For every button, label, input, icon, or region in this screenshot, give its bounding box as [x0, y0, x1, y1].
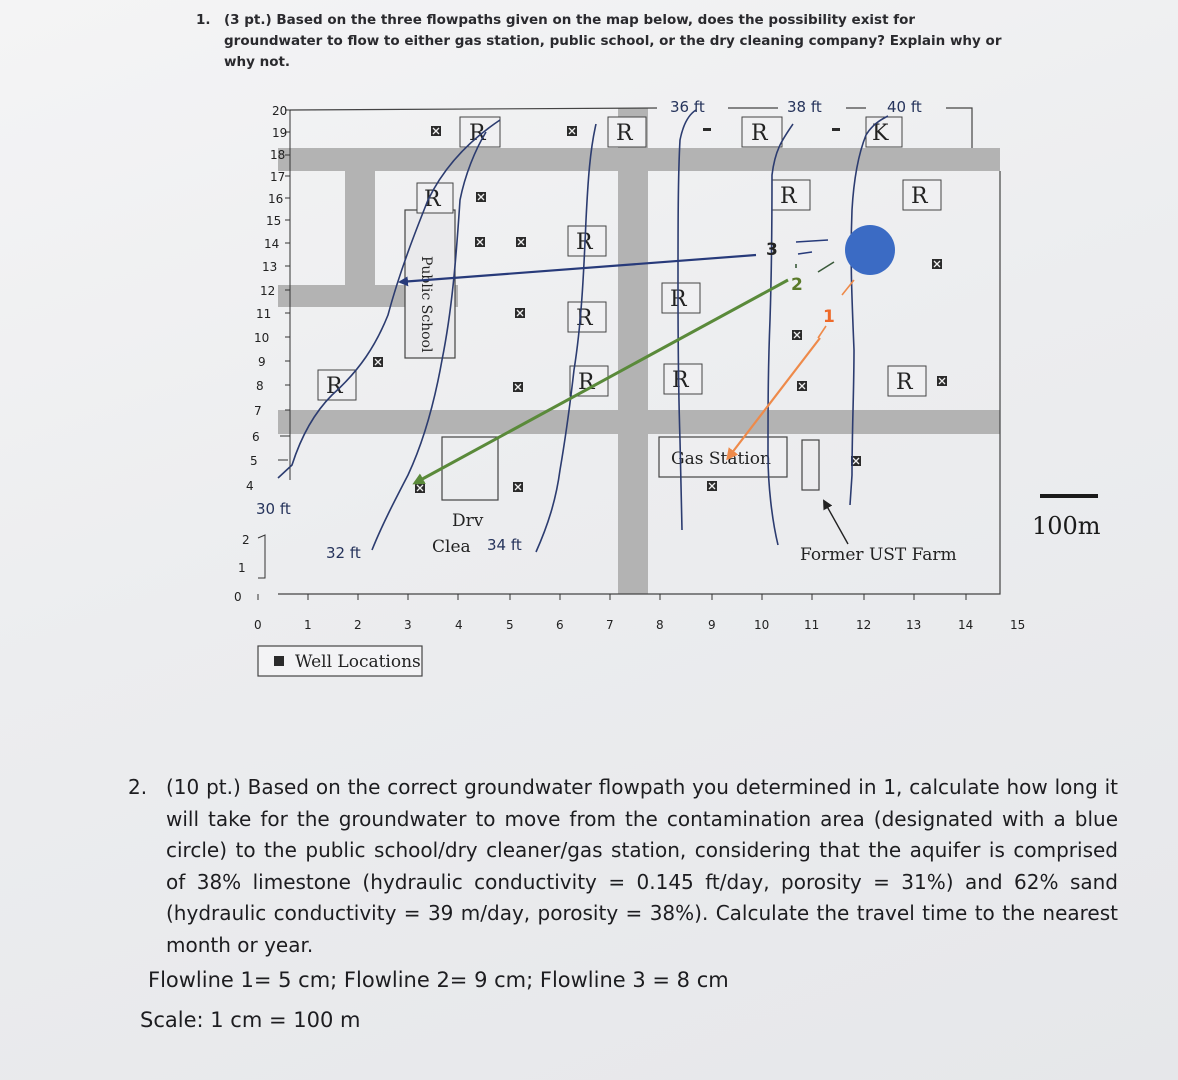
x-tick: 5	[506, 618, 514, 632]
svg-text:R: R	[424, 187, 441, 212]
residence	[742, 117, 782, 147]
y-tick: 16	[268, 192, 284, 206]
y-tick: 12	[260, 284, 276, 298]
x-tick: 2	[354, 618, 362, 632]
well-icon	[937, 376, 947, 386]
x-axis	[254, 594, 1025, 632]
y-tick: 0	[234, 590, 242, 604]
well-icon	[476, 192, 486, 202]
y-tick: 20	[272, 104, 288, 118]
y-tick: 18	[270, 148, 286, 162]
svg-text:R: R	[578, 370, 595, 395]
residence	[318, 370, 356, 400]
svg-text:R: R	[780, 184, 797, 209]
y-tick: 7	[254, 404, 262, 418]
contamination-circle	[845, 225, 895, 275]
svg-text:R: R	[469, 121, 486, 146]
roads	[278, 108, 1000, 594]
residence	[608, 117, 646, 147]
y-tick: 9	[258, 355, 266, 369]
residence	[903, 180, 941, 210]
contour-label: 36 ft	[670, 98, 705, 116]
x-tick: 4	[455, 618, 463, 632]
y-tick: 17	[270, 170, 286, 184]
y-tick: 5	[250, 454, 258, 468]
well-icon	[797, 381, 807, 391]
question-2-text: (10 pt.) Based on the correct groundwater flowpath you determined in 1, calculate how long it will take for the groundwater to move from the contamination area (designated with a blue circle) to the public school/dry cleaner/gas station, considering that the aquifer is comprised of 38% limestone (hydraulic conductivity = 0.145 ft/day, porosity = 31%) and 62% sand (hydraulic conductivity = 39 m/day, porosity = 38%). Calculate the travel time to the nearest month or year.	[166, 775, 1118, 957]
well-legend-icon	[274, 656, 284, 666]
svg-text:R: R	[896, 370, 913, 395]
well-icon	[567, 126, 577, 136]
residence	[664, 364, 702, 394]
contour-label: 34 ft	[487, 536, 522, 554]
y-tick: 19	[272, 126, 288, 140]
well-icon	[515, 308, 525, 318]
question-2	[128, 772, 1118, 961]
well-icon	[707, 481, 717, 491]
y-tick: 8	[256, 379, 264, 393]
residence	[662, 283, 700, 313]
x-tick: 6	[556, 618, 564, 632]
svg-text:R: R	[751, 121, 768, 146]
residence-k	[866, 117, 902, 147]
well-icon	[513, 382, 523, 392]
flowline-lengths: Flowline 1= 5 cm; Flowline 2= 9 cm; Flowline 3 = 8 cm	[148, 968, 729, 992]
y-tick: 2	[242, 533, 250, 547]
contour-label: 40 ft	[887, 98, 922, 116]
x-tick: 13	[906, 618, 922, 632]
contour-34ft	[536, 124, 596, 552]
well-icon	[932, 259, 942, 269]
y-tick: 13	[262, 260, 278, 274]
y-tick: 4	[246, 479, 254, 493]
flowline-2-dashes	[796, 262, 834, 272]
dry-cleaner-building	[442, 437, 498, 500]
svg-text:R: R	[616, 121, 633, 146]
residence	[888, 366, 926, 396]
contour-40ft	[850, 116, 888, 505]
dash-mark	[832, 128, 840, 131]
question-1-text: (3 pt.) Based on the three flowpaths given on the map below, does the possibility exist for groundwater to flow to either gas station, public school, or the dry cleaning company? Explain why or why not.	[224, 12, 1002, 70]
public-school-label: Public School	[418, 256, 434, 353]
residence	[772, 180, 810, 210]
scale-bar-label: 100m	[1032, 512, 1101, 540]
flowpath-number-3: 3	[766, 240, 778, 260]
svg-text:R: R	[326, 374, 343, 399]
x-tick: 0	[254, 618, 262, 632]
y-axis	[234, 104, 290, 604]
well-icon	[415, 483, 425, 493]
ust-building	[802, 440, 819, 490]
residence	[568, 226, 606, 256]
gas-station-label: Gas Station	[671, 449, 771, 469]
x-tick: 1	[304, 618, 312, 632]
well-icon	[431, 126, 441, 136]
svg-text:R: R	[576, 306, 593, 331]
svg-text:R: R	[576, 230, 593, 255]
x-tick: 11	[804, 618, 820, 632]
svg-text:R: R	[911, 184, 928, 209]
flowpath-number-2: 2	[791, 275, 803, 295]
dry-cleaner-label-line2: Clea	[432, 537, 471, 557]
contour-label: 30 ft	[256, 500, 291, 518]
x-tick: 3	[404, 618, 412, 632]
question-1-number: 1.	[196, 12, 211, 28]
well-icon	[513, 482, 523, 492]
map-scale-note: Scale: 1 cm = 100 m	[140, 1008, 361, 1032]
svg-text:R: R	[672, 368, 689, 393]
residence	[568, 302, 606, 332]
former-ust-pointer	[824, 501, 848, 544]
y-tick: 10	[254, 331, 270, 345]
x-tick: 7	[606, 618, 614, 632]
well-icon	[516, 237, 526, 247]
y-tick: 11	[256, 307, 272, 321]
well-icon	[475, 237, 485, 247]
x-tick: 12	[856, 618, 872, 632]
flowline-3-dashes	[796, 240, 828, 254]
legend	[258, 646, 422, 676]
y-tick: 14	[264, 237, 280, 251]
legend-label: Well Locations	[295, 652, 421, 672]
dry-cleaner-label-line1: Drv	[452, 511, 484, 531]
dash-mark	[703, 128, 711, 131]
contour-label: 32 ft	[326, 544, 361, 562]
former-ust-label: Former UST Farm	[800, 545, 957, 565]
flowpath-number-1: 1	[823, 307, 835, 327]
x-tick: 15	[1010, 618, 1026, 632]
x-tick: 14	[958, 618, 974, 632]
x-tick: 10	[754, 618, 770, 632]
well-icon	[373, 357, 383, 367]
y-tick: 15	[266, 214, 282, 228]
svg-text:K: K	[872, 121, 889, 146]
contour-label: 38 ft	[787, 98, 822, 116]
svg-text:R: R	[670, 287, 687, 312]
y-tick: 6	[252, 430, 260, 444]
y-tick: 1	[238, 561, 246, 575]
well-icon	[792, 330, 802, 340]
question-2-number: 2.	[128, 775, 148, 799]
x-tick: 8	[656, 618, 664, 632]
x-tick: 9	[708, 618, 716, 632]
scale-bar	[1032, 494, 1101, 540]
